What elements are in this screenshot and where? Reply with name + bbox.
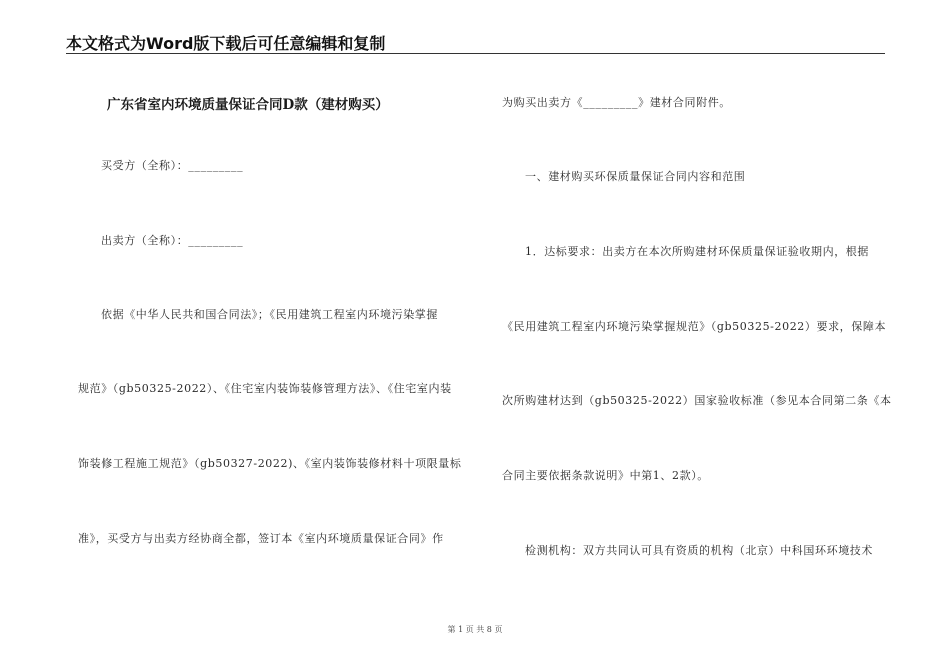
page-header-banner: 本文格式为Word版下载后可任意编辑和复制 — [66, 34, 386, 53]
body-text-line: 准》，买受方与出卖方经协商全都，签订本《室内环境质量保证合同》作 — [78, 532, 444, 545]
body-text-line: 饰装修工程施工规范》（gb50327-2022)、《室内装饰装修材料十项限量标 — [78, 457, 462, 470]
body-text-line: 次所购建材达到（gb50325-2022）国家验收标准（参见本合同第二条《本 — [502, 394, 892, 407]
body-text-line: 依据《中华人民共和国合同法》；《民用建筑工程室内环境污染掌握 — [101, 308, 438, 321]
body-text-line: 《民用建筑工程室内环境污染掌握规范》（gb50325-2022）要求，保障本 — [502, 320, 887, 333]
document-title: 广东省室内环境质量保证合同D款（建材购买） — [107, 97, 389, 113]
header-divider — [66, 53, 885, 54]
body-text-line: 合同主要依据条款说明》中第1、2款）。 — [502, 469, 709, 482]
section-heading: 一、建材购买环保质量保证合同内容和范围 — [525, 170, 746, 183]
seller-line: 出卖方（全称）：_________ — [101, 234, 244, 247]
buyer-line: 买受方（全称）：_________ — [101, 159, 244, 172]
page-number: 第 1 页 共 8 页 — [447, 625, 503, 634]
body-text-line: 规范》（gb50325-2022）、《住宅室内装饰装修管理方法》、《住宅室内装 — [78, 382, 452, 395]
body-text-line: 1．达标要求：出卖方在本次所购建材环保质量保证验收期内，根据 — [525, 245, 869, 258]
body-text-line: 为购买出卖方《_________》建材合同附件。 — [502, 96, 731, 109]
body-text-line: 检测机构：双方共同认可具有资质的机构（北京）中科国环环境技术 — [525, 544, 873, 557]
